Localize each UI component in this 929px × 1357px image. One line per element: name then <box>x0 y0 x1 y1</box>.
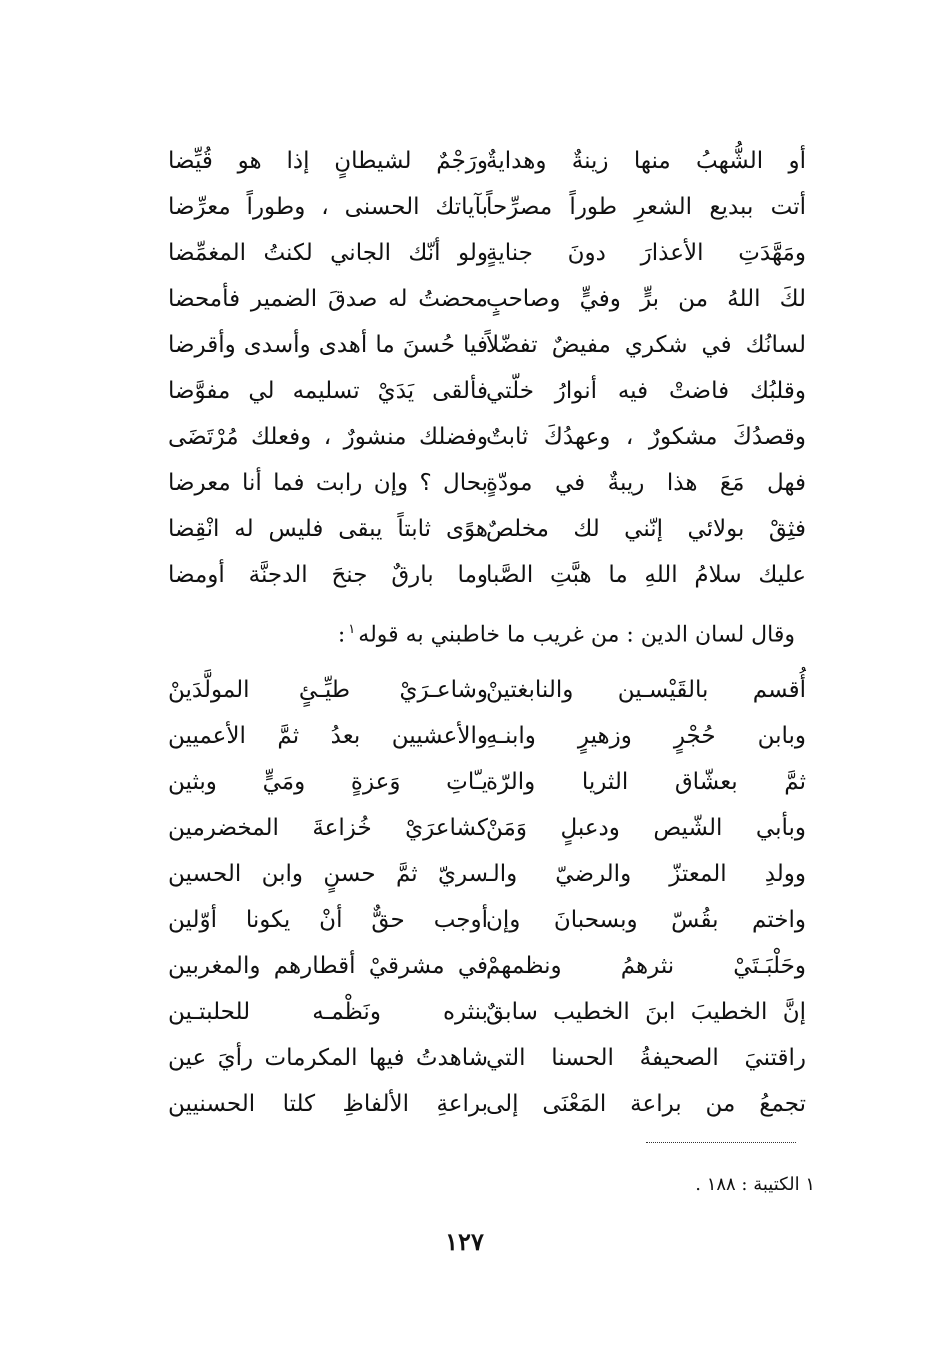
verse-second-hemistich: براعةِ الألفاظِ كلتا الحسنيين <box>168 1091 488 1117</box>
verse-second-hemistich: أوجب حقٌّ أنْ يكونا أوّلين <box>168 907 488 933</box>
verse-second-hemistich: محضتُ له صدقَ الضمير فأمحضا <box>168 286 488 312</box>
verse-row <box>168 851 806 897</box>
verse-first-hemistich: تجمعُ من براعة المَعْنَى إلى <box>486 1091 806 1117</box>
verse-second-hemistich: وما بارقٌ جنحَ الدجنَّة أومضا <box>168 562 488 588</box>
verse-row <box>168 897 806 943</box>
page-number: ١٢٧ <box>445 1227 484 1256</box>
verse-first-hemistich: عليك سلامُ اللهِ ما هبَّتِ الصَّبا <box>486 562 806 588</box>
footnote-divider <box>646 1142 796 1143</box>
poem-first <box>168 138 806 598</box>
footnote <box>695 1172 815 1198</box>
verse-row <box>168 276 806 322</box>
verse-second-hemistich: فألقى يَدَيْ تسليمه لي مفوَّضا <box>168 378 488 404</box>
verse-row <box>168 230 806 276</box>
verse-row <box>168 368 806 414</box>
verse-first-hemistich: وحَلْبَـتَيْ نثرهمُ ونظمهمْ <box>486 953 806 979</box>
verse-second-hemistich: وفضلك منشورٌ ، وفعلك مُرْتَضَى <box>168 424 488 450</box>
verse-first-hemistich: وقلبُك فاضتْ فيه أنوارُ خلّتي <box>486 378 806 404</box>
verse-row <box>168 506 806 552</box>
verse-second-hemistich: بآياتك الحسنى ، وطوراً معرِّضا <box>168 194 488 220</box>
verse-row <box>168 943 806 989</box>
verse-row <box>168 989 806 1035</box>
verse-first-hemistich: وقصدُكَ مشكورٌ ، وعهدُكَ ثابتٌ <box>486 424 806 450</box>
footnote-marker: ١ <box>805 1174 815 1195</box>
footnote-text: الكتيبة : ١٨٨ . <box>695 1174 800 1195</box>
verse-second-hemistich: سريّ ثمَّ حسنٍ وابن الحسين <box>168 861 488 887</box>
verse-second-hemistich: يـّاتِ وَعزةٍ ومَيٍّ وبثين <box>168 769 488 795</box>
verse-row <box>168 414 806 460</box>
verse-first-hemistich: فهل مَعَ هذا ريبةٌ في مودّةٍ <box>486 470 806 496</box>
verse-second-hemistich: ورَجْمٌ لشيطانٍ إذا هو قُيِّضا <box>168 148 488 174</box>
verse-row <box>168 805 806 851</box>
verse-first-hemistich: وبابن حُجْرٍ وزهيرٍ وابنـهِ <box>486 723 806 749</box>
verse-second-hemistich: ولو أنّك الجاني لكنتُ المغمِّضا <box>168 240 488 266</box>
verse-first-hemistich: لكَ اللهُ من برٍّ وفيٍّ وصاحبٍ <box>486 286 806 312</box>
verse-first-hemistich: أتت ببديع الشعرِ طوراً مصرِّحاً <box>486 194 806 220</box>
verse-first-hemistich: راقتنيَ الصحيفةُ الحسنا التي <box>486 1045 806 1071</box>
intro-text: وقال لسان الدين : من غريب ما خاطبني به قوله <box>358 622 795 648</box>
verse-first-hemistich: لسانُك في شكري مفيضٌ تفضّلاً <box>486 332 806 358</box>
footnote-reference[interactable]: ١ <box>348 622 356 637</box>
verse-first-hemistich: ثمَّ بعشّاق الثريا والرّة <box>486 769 806 795</box>
verse-row <box>168 759 806 805</box>
verse-row <box>168 667 806 713</box>
verse-row <box>168 322 806 368</box>
verse-second-hemistich: كشاعرَيْ خُزاعةَ المخضرمين <box>168 815 488 841</box>
verse-first-hemistich: ومَهَّدَتِ الأعذارَ دونَ جنايةٍ <box>486 240 806 266</box>
verse-row <box>168 552 806 598</box>
poem-second <box>168 667 806 1127</box>
verse-first-hemistich: أو الشُّهبُ منها زينةٌ وهدايةٌ <box>486 148 806 174</box>
verse-first-hemistich: فثِقْ بولائي إنّني لك مخلصٌ <box>486 516 806 542</box>
verse-first-hemistich: أُقسم بالقَيْسـين والنابغتينْ <box>486 677 806 703</box>
verse-second-hemistich: والأعشيين بعدُ ثمَّ الأعميين <box>168 723 488 749</box>
verse-second-hemistich: في مشرقيْ أقطارهم والمغربين <box>168 953 488 979</box>
verse-row <box>168 713 806 759</box>
verse-first-hemistich: وولدِ المعتزّ والرضيّ والـ <box>486 861 806 887</box>
verse-first-hemistich: واختم بقُسّ وبسحبانَ وإن <box>486 907 806 933</box>
verse-second-hemistich: بنثره ونَظْمـه للحلبتـين <box>168 999 488 1025</box>
verse-row <box>168 1081 806 1127</box>
verse-first-hemistich: وبأبي الشّيص ودعبلٍ وَمَنْ <box>486 815 806 841</box>
intro-paragraph <box>338 608 795 657</box>
verse-row <box>168 138 806 184</box>
verse-row <box>168 184 806 230</box>
verse-row <box>168 460 806 506</box>
verse-second-hemistich: بحال ؟ وإن رابت فما أنا معرضا <box>168 470 488 496</box>
verse-row <box>168 1035 806 1081</box>
verse-first-hemistich: إنَّ الخطيبَ ابنَ الخطيب سابقٌ <box>486 999 806 1025</box>
verse-second-hemistich: وشاعـرَيْ طيِّـئٍ المولَّدَينْ <box>168 677 488 703</box>
intro-colon: : <box>337 622 346 648</box>
verse-second-hemistich: هوًى ثابتاً يبقى فليس له انْقِضا <box>168 516 488 542</box>
verse-second-hemistich: فيا حُسنَ ما أهدى وأسدى وأقرضا <box>168 332 488 358</box>
verse-second-hemistich: شاهدتُ فيها المكرمات رأيَ عين <box>168 1045 488 1071</box>
